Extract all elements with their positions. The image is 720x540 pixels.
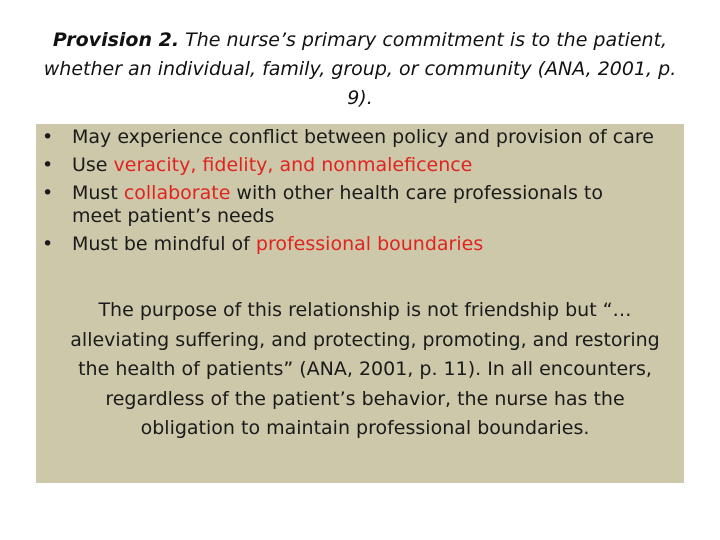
bullet-text: Must bbox=[72, 182, 124, 204]
bullet-highlight: professional boundaries bbox=[255, 233, 484, 255]
boundaries-explanation bbox=[70, 296, 660, 444]
bullet-list bbox=[36, 126, 656, 261]
explanation-text: The purpose of this relationship is not friendship but “…alleviating suffering, and protecting, promoting, and restoring the health of patients” (ANA, 2001, p. 11). In all encounters, regardless of the patient’s behavior, the nurse has the obligation to maintain professional boundaries. bbox=[70, 299, 660, 439]
bullet-highlight: veracity, fidelity, and nonmaleficence bbox=[113, 154, 473, 176]
bullet-dot: • bbox=[42, 182, 54, 204]
title-provision-label: Provision 2. bbox=[52, 29, 180, 51]
bullet-highlight: collaborate bbox=[123, 182, 231, 204]
bullet-item-collaborate bbox=[36, 182, 656, 228]
title-provision-text: The nurse’s primary commitment is to the patient, whether an individual, family, group, or community (ANA, 2001, p. 9). bbox=[43, 29, 677, 109]
bullet-item-veracity bbox=[36, 154, 656, 177]
bullet-text-after: with other health care professionals to meet patient’s needs bbox=[72, 182, 603, 227]
bullet-text: May experience conflict between policy and provision of care bbox=[72, 126, 654, 148]
bullet-text: Must be mindful of bbox=[72, 233, 256, 255]
bullet-text: Use bbox=[72, 154, 114, 176]
bullet-item-conflict bbox=[36, 126, 656, 149]
slide-title bbox=[30, 26, 690, 113]
bullet-dot: • bbox=[42, 233, 54, 255]
bullet-dot: • bbox=[42, 126, 54, 148]
bullet-item-boundaries bbox=[36, 233, 656, 256]
bullet-dot: • bbox=[42, 154, 54, 176]
